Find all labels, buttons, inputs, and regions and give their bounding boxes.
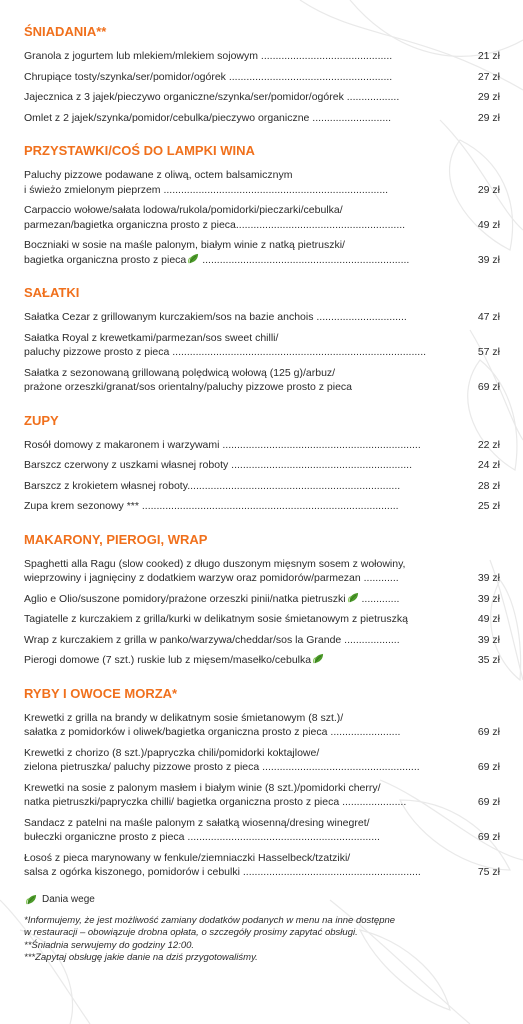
item-description xyxy=(24,711,464,740)
item-description xyxy=(24,612,464,627)
item-description xyxy=(24,851,464,880)
item-text: Sałatka z sezonowaną grillowaną polędwicą wołową (125 g)/arbuz/ prażone orzeszki/granat/sos orientalny/paluchy pizzowe prosto z pieca xyxy=(24,366,353,393)
item-description xyxy=(24,633,464,648)
menu-item xyxy=(24,49,500,64)
item-description xyxy=(24,816,464,845)
item-text: Rosół domowy z makaronem i warzywami .................................................................... xyxy=(24,438,421,451)
item-description xyxy=(24,458,464,473)
menu-item xyxy=(24,203,500,232)
item-description xyxy=(24,310,464,325)
menu-content xyxy=(24,24,500,965)
vege-legend xyxy=(24,894,500,905)
item-description xyxy=(24,557,464,586)
section-title: SAŁATKI xyxy=(24,285,80,300)
menu-item xyxy=(24,238,500,267)
item-description xyxy=(24,90,464,105)
legend-label: Dania wege xyxy=(42,893,95,905)
item-price: 35 zł xyxy=(477,654,500,666)
item-description xyxy=(24,331,464,360)
menu-item xyxy=(24,816,500,845)
item-text: Granola z jogurtem lub mlekiem/mlekiem sojowym ............................................. xyxy=(24,50,393,62)
menu-item xyxy=(24,499,500,514)
item-text: Jajecznica z 3 jajek/pieczywo organiczne/szynka/ser/pomidor/ogórek .................. xyxy=(24,91,400,103)
item-price: 69 zł xyxy=(477,726,500,738)
item-text: Omlet z 2 jajek/szynka/pomidor/cebulka/pieczywo organiczne ........................... xyxy=(24,111,392,124)
item-price: 49 zł xyxy=(477,218,500,231)
item-price: 39 zł xyxy=(477,592,500,605)
leaf-icon xyxy=(26,894,37,905)
item-price: 21 zł xyxy=(477,50,500,62)
item-description xyxy=(24,746,464,775)
item-text: Barszcz z krokietem własnej roboty......................................................................... xyxy=(24,479,401,492)
item-text: Pierogi domowe (7 szt.) ruskie lub z mięsem/masełko/cebulka xyxy=(24,654,312,666)
item-text: Carpaccio wołowe/sałata lodowa/rukola/pomidorki/pieczarki/cebulka/ parmezan/bagietka organiczna prosto z pieca.......................................................... xyxy=(24,204,406,231)
section-title: ZUPY xyxy=(24,412,59,428)
item-text: Boczniaki w sosie na maśle palonym, białym winie z natką pietruszki/ bagietka organiczna prosto z pieca xyxy=(24,239,345,266)
menu-item xyxy=(24,557,500,586)
menu-section xyxy=(24,686,500,880)
item-price: 29 zł xyxy=(477,111,500,124)
section-title: ŚNIADANIA** xyxy=(24,24,107,39)
item-price: 47 zł xyxy=(477,311,500,323)
item-price: 69 zł xyxy=(477,761,500,773)
item-description xyxy=(24,592,464,607)
item-leader-dots: ....................................................................... xyxy=(199,253,410,266)
item-text: Sałatka Cezar z grillowanym kurczakiem/sos na bazie anchois ............................... xyxy=(24,311,407,323)
item-description xyxy=(24,499,464,514)
item-price: 28 zł xyxy=(477,479,500,492)
item-text: Barszcz czerwony z uszkami własnej roboty .............................................................. xyxy=(24,459,413,471)
menu-section xyxy=(24,285,500,395)
item-description xyxy=(24,653,464,668)
item-price: 25 zł xyxy=(477,500,500,512)
menu-item xyxy=(24,70,500,85)
menu-item xyxy=(24,458,500,473)
item-price: 39 zł xyxy=(477,633,500,646)
leaf-icon xyxy=(348,592,359,603)
item-text: Wrap z kurczakiem z grilla w panko/warzywa/cheddar/sos la Grande ................... xyxy=(24,633,400,646)
item-price: 39 zł xyxy=(477,253,500,266)
item-price: 69 zł xyxy=(477,796,500,808)
item-description xyxy=(24,203,464,232)
menu-item xyxy=(24,438,500,453)
menu-item xyxy=(24,612,500,627)
menu-item xyxy=(24,781,500,810)
section-title: RYBY I OWOCE MORZA* xyxy=(24,685,178,701)
menu-section xyxy=(24,413,500,514)
item-price: 29 zł xyxy=(477,91,500,103)
item-description xyxy=(24,49,464,64)
menu-item xyxy=(24,366,500,395)
menu-item xyxy=(24,90,500,105)
item-description xyxy=(24,479,464,494)
item-price: 39 zł xyxy=(477,572,500,584)
item-text: Aglio e Olio/suszone pomidory/prażone orzeszki pinii/natka pietruszki xyxy=(24,592,346,605)
item-leader-dots: ............. xyxy=(358,592,400,605)
item-price: 69 zł xyxy=(477,381,500,393)
item-text: Spaghetti alla Ragu (slow cooked) z długo duszonym mięsnym sosem z wołowiny, wieprzowiny i jagnięciny z dodatkiem warzyw oraz pomidorów/parmezan ............ xyxy=(24,557,406,584)
item-price: 75 zł xyxy=(477,866,500,878)
item-description xyxy=(24,238,464,267)
item-description xyxy=(24,70,464,85)
item-description xyxy=(24,366,464,395)
menu-section xyxy=(24,532,500,668)
item-text: Sałatka Royal z krewetkami/parmezan/sos sweet chilli/ paluchy pizzowe prosto z pieca ....................................................................................... xyxy=(24,331,427,358)
item-price: 22 zł xyxy=(477,438,500,451)
item-text: Krewetki z chorizo (8 szt.)/papryczka chili/pomidorki koktajlowe/ zielona pietruszka/ paluchy pizzowe prosto z pieca ...................................................... xyxy=(24,746,420,773)
item-text: Tagiatelle z kurczakiem z grilla/kurki w delikatnym sosie śmietanowym z pietruszką xyxy=(24,613,408,625)
item-price: 24 zł xyxy=(477,459,500,471)
item-text: Zupa krem sezonowy *** ........................................................................................ xyxy=(24,500,399,512)
menu-item xyxy=(24,310,500,325)
menu-item xyxy=(24,851,500,880)
item-price: 27 zł xyxy=(477,70,500,83)
item-text: Krewetki z grilla na brandy w delikatnym sosie śmietanowym (8 szt.)/ sałatka z pomidorków i oliwek/bagietka organiczna prosto z pieca ........................ xyxy=(24,711,401,738)
section-title: MAKARONY, PIEROGI, WRAP xyxy=(24,531,208,547)
menu-item xyxy=(24,592,500,607)
leaf-icon xyxy=(313,653,324,664)
item-price: 69 zł xyxy=(477,831,500,843)
leaf-icon xyxy=(188,253,199,264)
menu-item xyxy=(24,633,500,648)
menu-item xyxy=(24,479,500,494)
menu-item xyxy=(24,111,500,126)
item-description xyxy=(24,438,464,453)
section-title: PRZYSTAWKI/COŚ DO LAMPKI WINA xyxy=(24,143,255,158)
item-price: 29 zł xyxy=(477,183,500,196)
item-price: 57 zł xyxy=(477,346,500,358)
item-text: Łosoś z pieca marynowany w fenkule/ziemniaczki Hasselbeck/tzatziki/ salsa z ogórka kiszonego, pomidorów i cebulki ............................................................. xyxy=(24,851,421,878)
item-text: Paluchy pizzowe podawane z oliwą, octem balsamicznym i świeżo zmielonym pieprzem ............................................................................. xyxy=(24,169,389,196)
item-price: 49 zł xyxy=(477,613,500,625)
menu-item xyxy=(24,746,500,775)
footnotes: *Informujemy, że jest możliwość zamiany dodatków podanych w menu na inne dostępne w restauracji – obowiązuje drobna opłata, o szczegóły prosimy zapytać obsługi. **Śniadnia serwujemy do godziny 12:00. ***Zapytaj obsługę jakie danie na dziś przygotowaliśmy. xyxy=(24,914,396,963)
menu-section xyxy=(24,24,500,125)
item-text: Chrupiące tosty/szynka/ser/pomidor/ogórek ........................................................ xyxy=(24,70,393,83)
menu-item xyxy=(24,711,500,740)
menu-section xyxy=(24,143,500,267)
item-description xyxy=(24,168,464,197)
item-description xyxy=(24,781,464,810)
item-description xyxy=(24,111,464,126)
item-text: Sandacz z patelni na maśle palonym z sałatką wiosenną/dresing winegret/ bułeczki organiczne prosto z pieca .................................................................. xyxy=(24,816,380,843)
item-text: Krewetki na sosie z palonym masłem i białym winie (8 szt.)/pomidorki cherry/ natka pietruszki/papryczka chilli/ bagietka organiczna prosto z pieca ...................... xyxy=(24,781,407,808)
menu-item xyxy=(24,653,500,668)
menu-item xyxy=(24,168,500,197)
menu-item xyxy=(24,331,500,360)
